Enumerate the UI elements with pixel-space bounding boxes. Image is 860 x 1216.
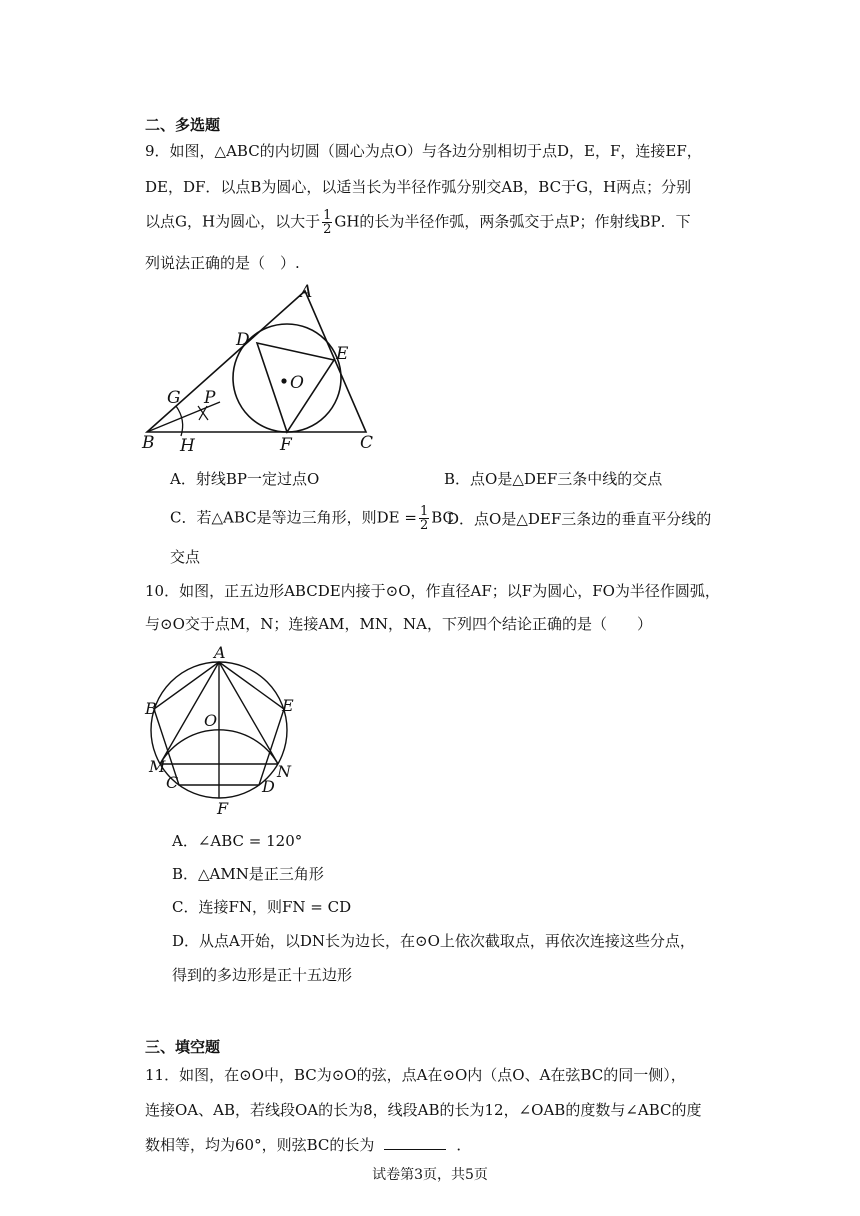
q9-line-3-end: GH的长为半径作弧，两条弧交于点P；作射线BP．下 <box>334 212 691 231</box>
label-b: B <box>142 433 155 453</box>
q9-option-c[interactable] <box>170 505 454 532</box>
q11-line-3-end: ． <box>456 1136 472 1154</box>
q9-option-a[interactable]: A．射线BP一定过点O <box>170 470 320 488</box>
section-title-multiple-choice: 二、多选题 <box>145 116 221 134</box>
label-c: C <box>166 773 179 792</box>
q10-line-2: 与⊙O交于点M，N；连接AM，MN，NA，下列四个结论正确的是（ ） <box>145 615 652 633</box>
q9-line-3-start: 以点G，H为圆心，以大于 <box>145 212 321 231</box>
q11-answer-blank[interactable] <box>384 1135 446 1150</box>
q9-line-2: DE，DF．以点B为圆心，以适当长为半径作弧分别交AB，BC于G，H两点；分别 <box>145 178 692 196</box>
page-footer: 试卷第3页，共5页 <box>372 1167 488 1183</box>
q9-fraction-den: 2 <box>323 222 332 237</box>
label-m: M <box>149 757 166 776</box>
q9-option-c-num: 1 <box>419 504 429 519</box>
q9-option-c-end: BC <box>431 508 454 527</box>
label-f: F <box>280 435 292 454</box>
label-d: D <box>236 330 250 350</box>
q10-figure <box>140 644 310 816</box>
q10-option-c[interactable]: C．连接FN，则FN = CD <box>172 898 352 916</box>
q10-option-d-continued: 得到的多边形是正十五边形 <box>172 966 353 984</box>
label-e: E <box>282 696 294 715</box>
section-title-fill-blank: 三、填空题 <box>145 1038 221 1056</box>
q11-line-2: 连接OA、AB，若线段OA的长为8，线段AB的长为12，∠OAB的度数与∠ABC的度 <box>145 1101 702 1119</box>
label-p: P <box>204 388 216 408</box>
q10-option-b[interactable]: B．△AMN是正三角形 <box>172 865 324 883</box>
label-n: N <box>277 762 291 781</box>
q9-option-d-continued: 交点 <box>170 548 201 566</box>
center-dot-o <box>281 378 286 383</box>
q9-line-1: 9．如图，△ABC的内切圆（圆心为点O）与各边分别相切于点D，E，F，连接EF， <box>145 142 702 160</box>
q10-option-d[interactable]: D．从点A开始，以DN长为边长，在⊙O上依次截取点，再依次连接这些分点， <box>172 932 695 950</box>
label-h: H <box>180 436 195 454</box>
label-c: C <box>360 433 374 453</box>
segment-an <box>219 662 278 764</box>
label-e: E <box>336 344 349 364</box>
label-d: D <box>262 777 275 796</box>
q9-option-b[interactable]: B．点O是△DEF三条中线的交点 <box>444 470 663 488</box>
q9-fraction <box>322 209 332 236</box>
label-f: F <box>217 799 229 816</box>
q10-line-1: 10．如图，正五边形ABCDE内接于⊙O，作直径AF；以F为圆心，FO为半径作圆弧， <box>145 582 720 600</box>
label-a: A <box>214 644 226 662</box>
q9-line-4: 列说法正确的是（ ）. <box>145 254 300 272</box>
q9-option-c-start: C．若△ABC是等边三角形，则DE = <box>170 508 417 527</box>
label-g: G <box>167 388 181 408</box>
q11-line-3 <box>145 1134 471 1155</box>
label-o: O <box>290 373 304 393</box>
q9-figure <box>140 276 390 454</box>
label-o: O <box>204 711 218 730</box>
q11-line-3-start: 数相等，均为60°，则弦BC的长为 <box>145 1136 375 1154</box>
q9-fraction-num: 1 <box>323 208 332 223</box>
q10-option-a[interactable]: A．∠ABC = 120° <box>172 832 303 850</box>
label-b: B <box>145 699 157 718</box>
q9-option-c-den: 2 <box>419 518 429 533</box>
q11-line-1: 11．如图，在⊙O中，BC为⊙O的弦，点A在⊙O内（点O、A在弦BC的同一侧）， <box>145 1066 686 1084</box>
q9-option-d[interactable]: D．点O是△DEF三条边的垂直平分线的 <box>447 510 712 528</box>
q9-line-3 <box>145 209 691 236</box>
q9-option-c-fraction <box>419 505 429 532</box>
label-a: A <box>300 282 313 302</box>
